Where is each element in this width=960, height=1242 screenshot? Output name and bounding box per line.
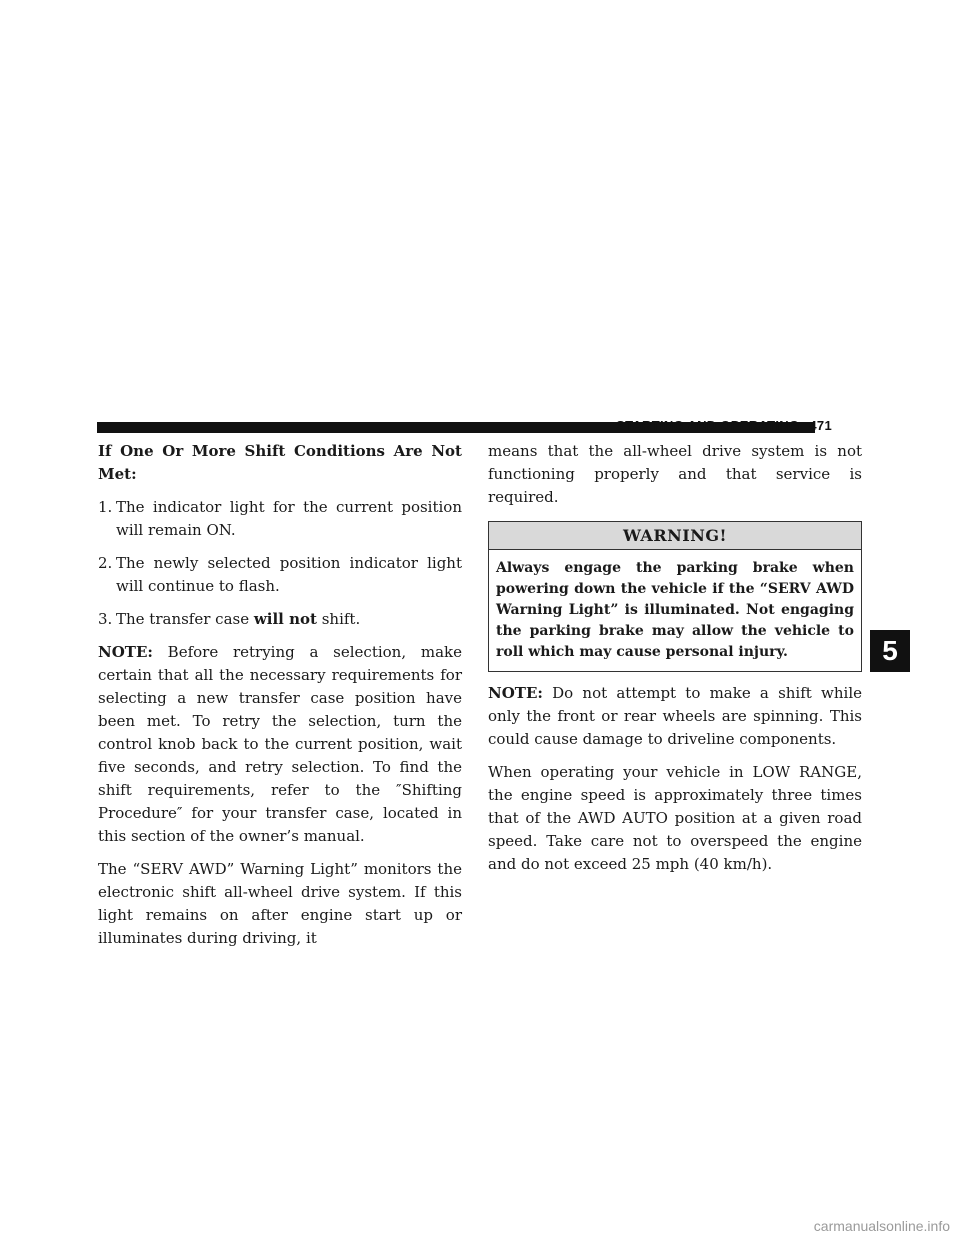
- warning-box: [488, 521, 862, 672]
- list-number: 2.: [98, 554, 113, 572]
- list-number: 1.: [98, 498, 113, 516]
- list-text: The newly selected position indicator light will continue to flash.: [116, 554, 462, 595]
- right-column: [488, 440, 862, 886]
- chapter-tab: 5: [870, 630, 910, 672]
- watermark: carmanualsonline.info: [813, 1218, 950, 1234]
- low-range-paragraph: When operating your vehicle in LOW RANGE, the engine speed is approximately three times that of the AWD AUTO position at a given road speed. Take care not to overspeed the engine and do not exceed 25 mph (40 km/h).: [488, 763, 862, 873]
- note-text: Do not attempt to make a shift while only the front or rear wheels are spinning. This could cause damage to driveline components.: [488, 684, 862, 748]
- list-number: 3.: [98, 610, 113, 628]
- list-item: [98, 496, 462, 542]
- list-text-post: shift.: [316, 610, 361, 628]
- serv-awd-paragraph: The “SERV AWD” Warning Light” monitors the electronic shift all-wheel drive system. If this light remains on after engine start up or illuminates during driving, it: [98, 860, 462, 947]
- note-label: NOTE:: [98, 643, 153, 661]
- section-heading: If One Or More Shift Conditions Are Not Met:: [98, 442, 462, 483]
- list-item: [98, 608, 462, 631]
- list-item: [98, 552, 462, 598]
- left-column: [98, 440, 462, 960]
- note-label: NOTE:: [488, 684, 543, 702]
- note-paragraph: [98, 641, 462, 848]
- note-paragraph: [488, 682, 862, 751]
- section-title: STARTING AND OPERATING: [616, 418, 800, 433]
- warning-body: Always engage the parking brake when powering down the vehicle if the “SERV AWD Warning Light” is illuminated. Not engaging the parking brake may allow the vehicle to roll which may cause personal injury.: [496, 560, 854, 660]
- warning-title: WARNING!: [489, 522, 861, 550]
- continuation-paragraph: means that the all-wheel drive system is not functioning properly and that service is required.: [488, 442, 862, 506]
- page-number: 471: [809, 418, 832, 433]
- list-text: The indicator light for the current position will remain ON.: [116, 498, 462, 539]
- list-text-pre: The transfer case: [116, 610, 254, 628]
- list-text-emphasis: will not: [253, 610, 317, 628]
- running-header: [616, 418, 832, 433]
- note-text: Before retrying a selection, make certain that all the necessary requirements for selecting a new transfer case position have been met. To retry the selection, turn the control knob back to the current position, wait five seconds, and retry selection. To find the shift requirements, refer to the ″Shifting Procedure″ for your transfer case, located in this section of the owner’s manual.: [98, 643, 462, 845]
